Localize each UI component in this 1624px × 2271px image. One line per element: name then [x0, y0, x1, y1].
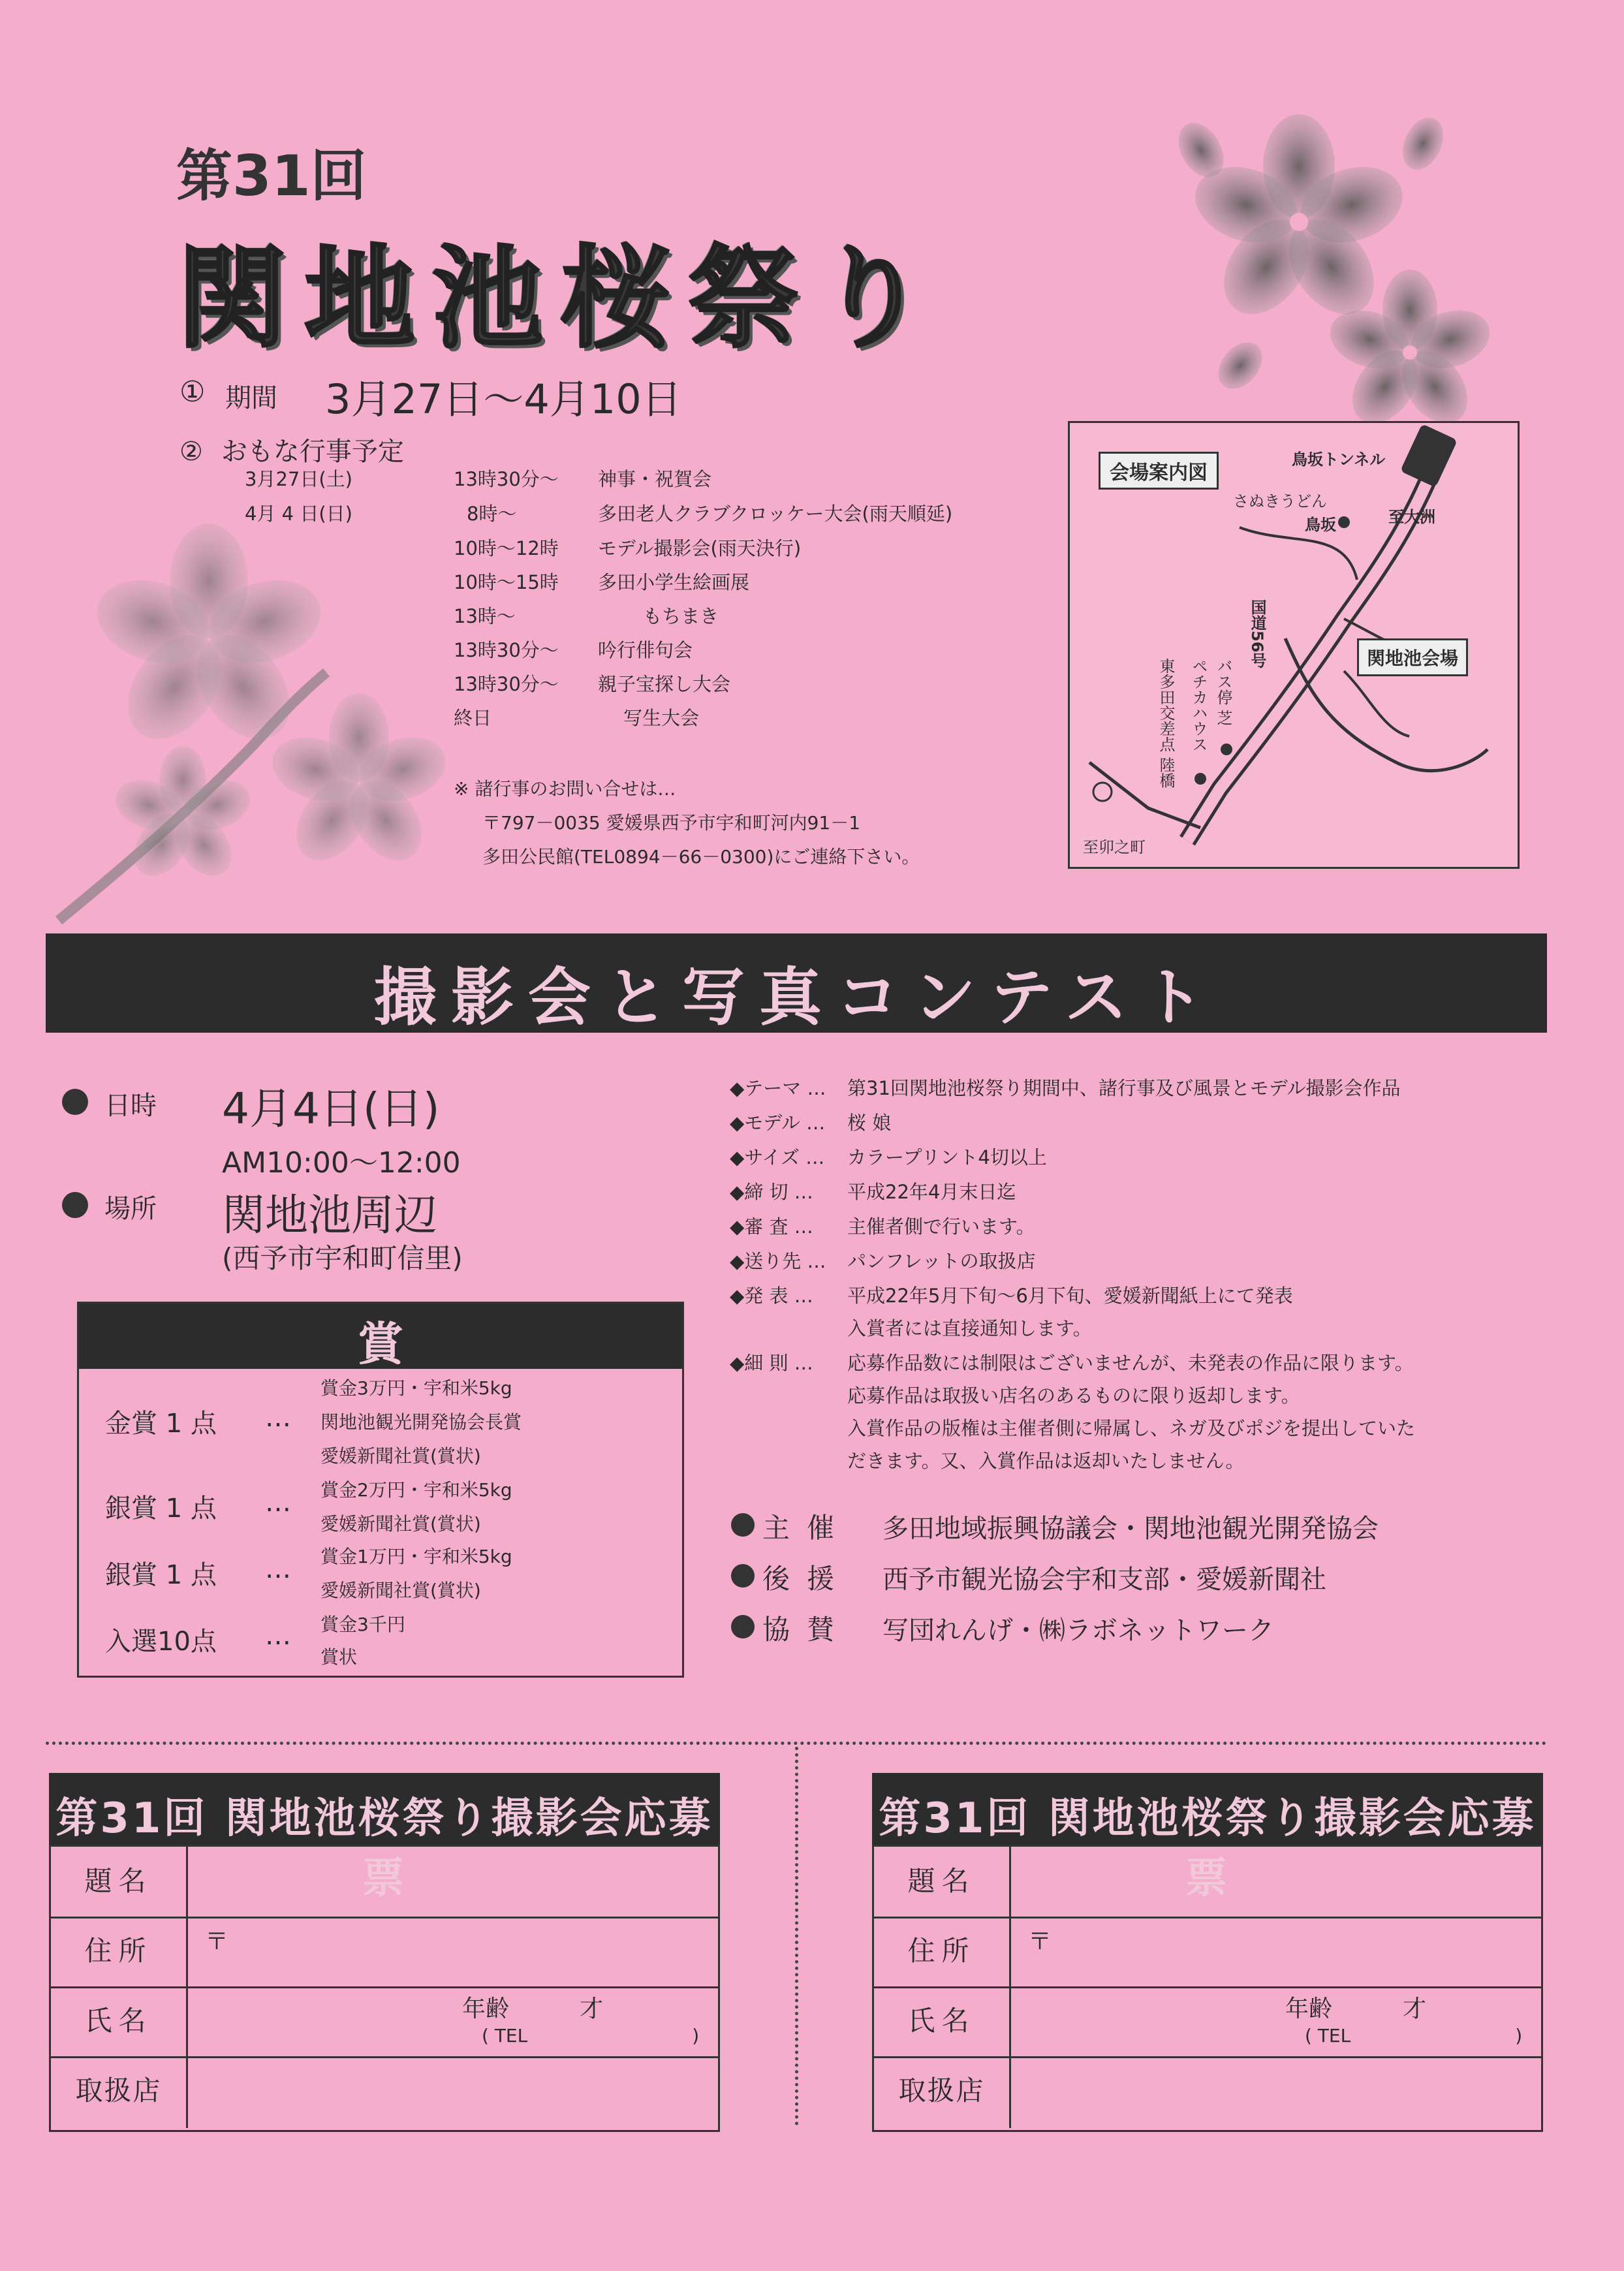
prize-line: 関地池観光開発協会長賞 [320, 1411, 522, 1433]
time-value: AM10:00～12:00 [222, 1146, 461, 1180]
schedule-event: モデル撮影会(雨天決行) [598, 537, 802, 559]
map-label-pechika: ペチカハウス [1189, 658, 1208, 752]
map-label-to-ozu: 至大洲 [1388, 508, 1435, 526]
map-label-bus: バス停 芝 [1214, 658, 1232, 726]
prize-dots: … [265, 1403, 291, 1433]
detail-text: だきます。又、入賞作品は返却いたしません。 [847, 1450, 1245, 1472]
form-row-address[interactable] [874, 1917, 1541, 1988]
period-value: 3月27日～4月10日 [325, 375, 682, 423]
detail-text: 平成22年4月末日迄 [847, 1181, 1016, 1203]
organizer-text: 写団れんげ・㈱ラボネットワーク [882, 1616, 1274, 1646]
prize-heading-bar [79, 1304, 682, 1369]
form-label: 取扱店 [51, 2056, 188, 2128]
prize-name: 入選10点 [105, 1627, 217, 1657]
organizer-label: 主催 [762, 1512, 852, 1544]
form-row-name[interactable] [874, 1986, 1541, 2058]
detail-text: カラープリント4切以上 [847, 1146, 1047, 1168]
form-label: 氏名 [51, 1986, 188, 2056]
prize-heading: 賞 [358, 1317, 403, 1371]
festival-title: 関地池桜祭り [176, 234, 945, 364]
detail-label: ◆締 切 … [730, 1181, 813, 1203]
prize-dots: … [265, 1554, 291, 1584]
form-label: 題名 [51, 1847, 188, 1917]
edition-label: 第31回 [176, 144, 367, 209]
date-label: 日時 [104, 1091, 157, 1121]
prize-line: 賞金3万円・宇和米5kg [320, 1377, 512, 1399]
postal-mark: 〒 [205, 1928, 229, 1955]
schedule-event: 神事・祝賀会 [598, 468, 712, 490]
age-field: 年齢 才 [462, 1996, 604, 2022]
map-label-to-unomachi: 至卯之町 [1083, 838, 1146, 856]
age-field: 年齢 才 [1285, 1996, 1427, 2022]
sakura-top-right-decoration [1162, 104, 1527, 444]
detail-text: 平成22年5月下旬～6月下旬、愛媛新聞紙上にて発表 [847, 1285, 1293, 1307]
detail-label: ◆テーマ … [730, 1077, 826, 1099]
events-heading-text: おもな行事予定 [221, 437, 404, 467]
prize-box [77, 1302, 684, 1678]
bullet-icon [731, 1615, 755, 1638]
form-row-name[interactable] [51, 1986, 718, 2058]
detail-text: 応募作品は取扱い店名のあるものに限り返却します。 [847, 1385, 1300, 1407]
schedule-event: もちまき [643, 605, 719, 627]
detail-label: ◆サイズ … [730, 1146, 825, 1168]
entry-form-table [872, 1845, 1543, 2132]
schedule-time: 10時～15時 [454, 571, 559, 593]
place-value: 関地池周辺 [222, 1190, 437, 1240]
prize-dots: … [265, 1621, 291, 1651]
schedule-event: 多田老人クラブクロッケー大会(雨天順延) [598, 503, 953, 525]
detail-text: 主催者側で行います。 [847, 1215, 1035, 1238]
date-value: 4月4日(日) [222, 1084, 440, 1134]
prize-dots: … [265, 1488, 291, 1518]
contact-line-2: 〒797－0035 愛媛県西予市宇和町河内91－1 [482, 812, 861, 834]
tel-field: ( TEL ) [482, 2025, 700, 2046]
prize-line: 愛媛新聞社賞(賞状) [320, 1580, 481, 1601]
map-label-udon: さぬきうどん [1233, 492, 1327, 510]
sakura-branch-decoration [52, 509, 457, 927]
prize-name: 銀賞 1 点 [105, 1494, 217, 1524]
schedule-date: 3月27日(土) [245, 468, 352, 490]
contact-line-3: 多田公民館(TEL0894－66－0300)にご連絡下さい。 [482, 846, 920, 868]
prize-name: 金賞 1 点 [105, 1409, 217, 1439]
detail-label: ◆送り先 … [730, 1250, 826, 1272]
form-label: 題名 [874, 1847, 1011, 1917]
prize-line: 賞金2万円・宇和米5kg [320, 1479, 512, 1501]
entry-form-title: 第31回 関地池桜祭り撮影会応募票 [55, 1794, 713, 1903]
prize-line: 賞金3千円 [320, 1614, 405, 1635]
detail-text: 桜 娘 [847, 1112, 892, 1134]
schedule-time: 8時～ [467, 503, 517, 525]
schedule-event: 親子宝探し大会 [598, 673, 731, 695]
schedule-time: 13時30分～ [454, 673, 559, 695]
place-sub: (西予市宇和町信里) [222, 1242, 463, 1274]
schedule-event: 多田小学生絵画展 [598, 571, 750, 593]
detail-label: ◆モデル … [730, 1112, 826, 1134]
schedule-time: 13時30分～ [454, 639, 559, 661]
prize-line: 賞状 [320, 1646, 358, 1668]
schedule-time: 10時～12時 [454, 537, 559, 559]
bullet-icon [731, 1564, 755, 1588]
organizer-label: 協賛 [762, 1614, 852, 1646]
prize-line: 愛媛新聞社賞(賞状) [320, 1445, 481, 1467]
form-row-title[interactable] [874, 1847, 1541, 1919]
period-number: ① [180, 375, 206, 409]
map-label-route: 国道56号 [1248, 599, 1266, 668]
entry-form-table [49, 1845, 720, 2132]
map-label-toriaka: 鳥坂 [1305, 516, 1336, 534]
organizer-text: 多田地域振興協議会・関地池観光開発協会 [882, 1514, 1379, 1544]
cut-line-horizontal [46, 1742, 1547, 1745]
detail-text: パンフレットの取扱店 [847, 1250, 1036, 1272]
events-number: ② [180, 437, 203, 467]
banner-text: 撮影会と写真コンテスト [373, 961, 1219, 1034]
bullet-icon [62, 1089, 88, 1115]
organizer-text: 西予市観光協会宇和支部・愛媛新聞社 [882, 1565, 1326, 1595]
form-row-shop[interactable] [51, 2056, 718, 2128]
map-label-tunnel: 鳥坂トンネル [1292, 450, 1386, 469]
prize-line: 賞金1万円・宇和米5kg [320, 1546, 512, 1567]
bullet-icon [62, 1192, 88, 1218]
detail-text: 入賞作品の版権は主催者側に帰属し、ネガ及びポジを提出していた [847, 1417, 1416, 1439]
prize-line: 愛媛新聞社賞(賞状) [320, 1513, 481, 1535]
schedule-time: 13時～ [454, 605, 516, 627]
form-row-title[interactable] [51, 1847, 718, 1919]
cut-line-vertical [795, 1747, 798, 2125]
place-label: 場所 [104, 1194, 157, 1224]
detail-label: ◆細 則 … [730, 1352, 813, 1374]
contest-banner [46, 933, 1547, 1033]
venue-map [1068, 421, 1520, 869]
detail-text: 第31回関地池桜祭り期間中、諸行事及び風景とモデル撮影会作品 [847, 1077, 1401, 1099]
form-row-shop[interactable] [874, 2056, 1541, 2128]
organizer-label: 後援 [762, 1563, 852, 1595]
schedule-time: 終日 [454, 707, 492, 729]
form-label: 住所 [51, 1917, 188, 1986]
period-label: 期間 [225, 383, 277, 413]
detail-text: 入賞者には直接通知します。 [847, 1317, 1092, 1339]
form-row-address[interactable] [51, 1917, 718, 1988]
detail-text: 応募作品数には制限はございませんが、未発表の作品に限ります。 [847, 1352, 1414, 1374]
events-heading [180, 431, 404, 468]
map-title: 会場案内図 [1099, 452, 1219, 490]
postal-mark: 〒 [1028, 1928, 1052, 1955]
schedule-event: 吟行俳句会 [598, 639, 693, 661]
detail-label: ◆審 査 … [730, 1215, 813, 1238]
form-label: 住所 [874, 1917, 1011, 1986]
contact-note [454, 772, 920, 874]
detail-label: ◆発 表 … [730, 1285, 813, 1307]
map-label-crossing: 東多田交差点 陸橋 [1157, 658, 1175, 789]
form-label: 取扱店 [874, 2056, 1011, 2128]
schedule-date: 4月 4 日(日) [245, 503, 352, 525]
form-label: 氏名 [874, 1986, 1011, 2056]
tel-field: ( TEL ) [1305, 2025, 1523, 2046]
schedule-time: 13時30分～ [454, 468, 559, 490]
entry-form-title: 第31回 関地池桜祭り撮影会応募票 [879, 1794, 1537, 1903]
bullet-icon [731, 1513, 755, 1537]
prize-name: 銀賞 1 点 [105, 1560, 217, 1590]
contact-line-1: ※ 諸行事のお問い合せは… [454, 778, 676, 800]
schedule-event: 写生大会 [623, 707, 700, 729]
map-venue-box: 関地池会場 [1357, 638, 1468, 676]
